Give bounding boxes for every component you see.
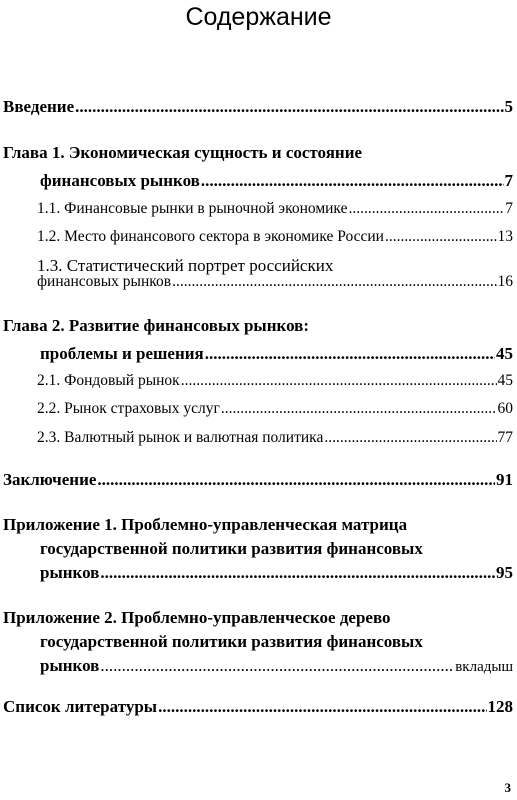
toc-page-number: 16: [497, 273, 513, 290]
toc-entry-2-3[interactable]: [37, 428, 513, 448]
toc-entry-1-3-heading[interactable]: 1.3. Статистический портрет российских: [37, 256, 334, 275]
toc-entry-references[interactable]: [3, 697, 513, 717]
toc-entry-text: Список литературы: [3, 697, 158, 716]
dot-leader: [97, 470, 495, 490]
toc-appendix-1-line-2: государственной политики развития финансовых: [40, 539, 423, 558]
dot-leader: [221, 399, 497, 419]
toc-page-number: 77: [497, 429, 513, 446]
toc-page-number: 91: [496, 470, 513, 489]
dot-leader: [172, 272, 496, 292]
toc-entry-1-1[interactable]: [37, 199, 513, 219]
dot-leader: [100, 656, 454, 676]
page-title: Содержание: [185, 3, 332, 31]
toc-entry-text: рынков: [40, 563, 100, 582]
toc-entry-text: Заключение: [3, 470, 97, 489]
toc-entry-text: 1.1. Финансовые рынки в рыночной экономике: [37, 200, 348, 217]
toc-entry-intro[interactable]: [3, 97, 513, 117]
toc-page-number: 5: [504, 97, 513, 116]
dot-leader: [158, 697, 486, 717]
toc-entry-text: 2.2. Рынок страховых услуг: [37, 400, 220, 417]
dot-leader: [181, 371, 497, 391]
toc-entry-chapter-2[interactable]: [40, 344, 513, 364]
toc-page-number: 7: [505, 200, 513, 217]
toc-page-number: 13: [497, 228, 513, 245]
toc-entry-conclusion[interactable]: [3, 470, 513, 490]
dot-leader: [385, 227, 497, 247]
toc-entry-1-2[interactable]: [37, 227, 513, 247]
dot-leader: [348, 199, 504, 219]
page-number: 3: [504, 780, 511, 795]
toc-entry-text: 1.2. Место финансового сектора в экономике России: [37, 228, 384, 245]
toc-page-number: 7: [504, 171, 513, 190]
toc-entry-text: проблемы и решения: [40, 344, 204, 363]
toc-page-number: 45: [496, 344, 513, 363]
toc-page-number: вкладыш: [455, 659, 513, 675]
toc-appendix-2-heading[interactable]: Приложение 2. Проблемно-управленческое дерево: [3, 608, 391, 627]
toc-chapter-2-heading[interactable]: Глава 2. Развитие финансовых рынков:: [3, 316, 309, 335]
toc-entry-text: Введение: [3, 97, 75, 116]
toc-entry-text: финансовых рынков: [37, 273, 172, 290]
toc-entry-text: 2.1. Фондовый рынок: [37, 372, 180, 389]
toc-entry-appendix-2[interactable]: [40, 656, 513, 677]
toc-entry-text: рынков: [40, 656, 100, 675]
toc-page-number: 95: [496, 563, 513, 582]
toc-entry-chapter-1[interactable]: [40, 171, 513, 191]
dot-leader: [100, 563, 495, 583]
toc-appendix-2-line-2: государственной политики развития финансовых: [40, 632, 423, 651]
toc-appendix-1-heading[interactable]: Приложение 1. Проблемно-управленческая матрица: [3, 515, 408, 534]
toc-entry-text: 2.3. Валютный рынок и валютная политика: [37, 429, 324, 446]
toc-entry-appendix-1[interactable]: [40, 563, 513, 583]
toc-page-number: 60: [497, 400, 513, 417]
dot-leader: [201, 171, 504, 191]
toc-chapter-1-heading[interactable]: Глава 1. Экономическая сущность и состояние: [3, 143, 363, 162]
toc-page-number: 45: [497, 372, 513, 389]
toc-entry-1-3[interactable]: [37, 272, 513, 292]
dot-leader: [324, 428, 496, 448]
toc-page-number: 128: [487, 697, 513, 716]
toc-entry-text: финансовых рынков: [40, 171, 200, 190]
dot-leader: [205, 344, 495, 364]
dot-leader: [75, 97, 503, 117]
toc-entry-2-2[interactable]: [37, 399, 513, 419]
toc-entry-2-1[interactable]: [37, 371, 513, 391]
